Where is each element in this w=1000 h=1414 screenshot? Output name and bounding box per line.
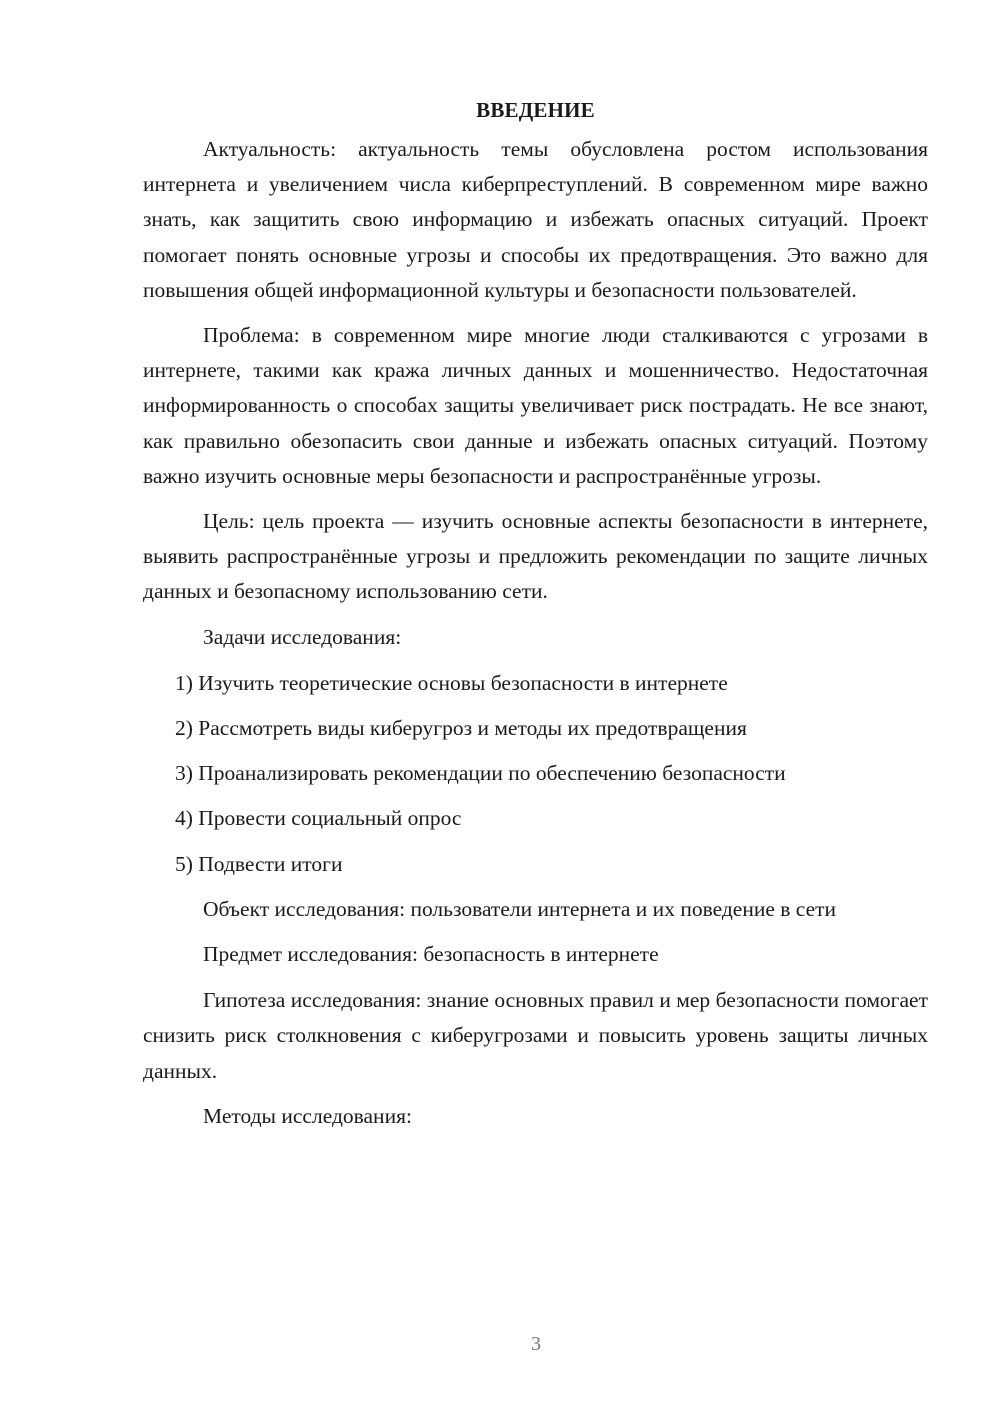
paragraph-hypothesis: Гипотеза исследования: знание основных правил и мер безопасности помогает снизить риск столкновения с киберугрозами и повысить уровень защиты личных данных.: [143, 988, 928, 1083]
tasks-list: [143, 666, 928, 882]
list-item: 5) Подвести итоги: [175, 851, 343, 876]
paragraph-problem: Проблема: в современном мире многие люди сталкиваются с угрозами в интернете, такими как кража личных данных и мошенничество. Недостаточная информированность о способах защиты увеличивает риск пострадать. Не все знают, как правильно обезопасить свои данные и избежать опасных ситуаций. Поэтому важно изучить основные меры безопасности и распространённые угрозы.: [143, 323, 928, 488]
page-title: ВВЕДЕНИЕ: [476, 98, 595, 122]
list-item: 3) Проанализировать рекомендации по обеспечению безопасности: [175, 761, 786, 786]
paragraph-relevance: Актуальность: актуальность темы обусловлена ростом использования интернета и увеличением числа киберпреступлений. В современном мире важно знать, как защитить свою информацию и избежать опасных ситуаций. Проект помогает понять основные угрозы и способы их предотвращения. Это важно для повышения общей информационной культуры и безопасности пользователей.: [143, 137, 928, 302]
list-item: 2) Рассмотреть виды киберугроз и методы их предотвращения: [175, 716, 747, 741]
page-number: 3: [531, 1333, 541, 1355]
paragraph-goal: Цель: цель проекта — изучить основные аспекты безопасности в интернете, выявить распространённые угрозы и предложить рекомендации по защите личных данных и безопасному использованию сети.: [143, 509, 928, 604]
document-page: [143, 96, 928, 1145]
list-item: 1) Изучить теоретические основы безопасности в интернете: [175, 670, 728, 695]
tasks-heading: Задачи исследования:: [203, 624, 402, 649]
list-item: 4) Провести социальный опрос: [175, 806, 462, 831]
paragraph-object: Объект исследования: пользователи интернета и их поведение в сети: [203, 896, 837, 921]
paragraph-subject: Предмет исследования: безопасность в интернете: [203, 942, 659, 967]
methods-heading: Методы исследования:: [203, 1103, 412, 1128]
